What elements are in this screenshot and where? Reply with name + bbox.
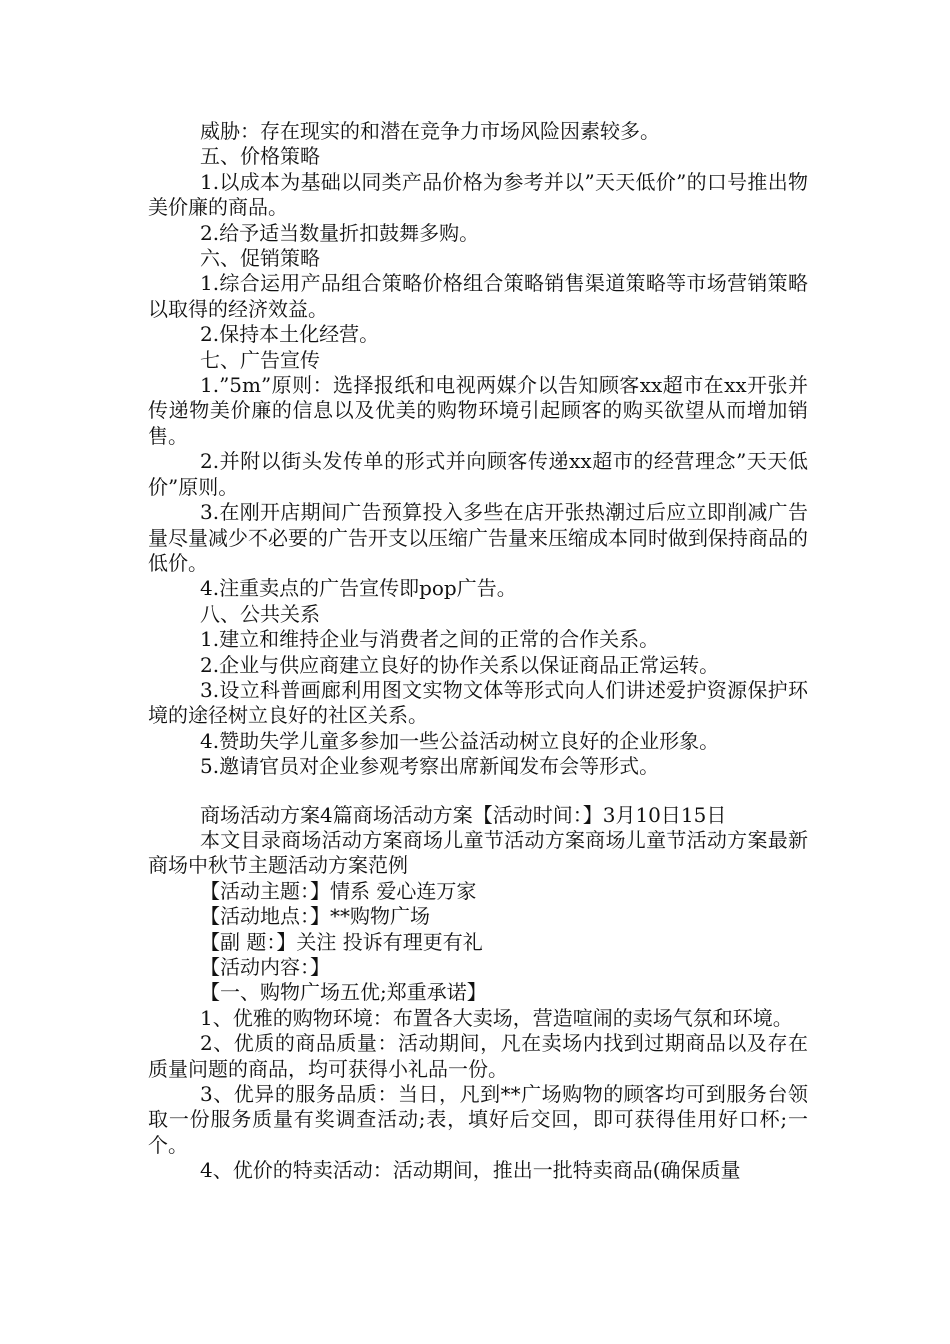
paragraph-activity-content: 【活动内容：】 bbox=[200, 955, 330, 979]
paragraph-advertising-3: 3.在刚开店期间广告预算投入多些在店开张热潮过后应立即削减广告量尽量减少不必要的广告开支以压缩广告量来压缩成本同时做到保持商品的低价。 bbox=[148, 500, 808, 575]
paragraph-activity-title: 商场活动方案4篇商场活动方案【活动时间：】3月10日15日 bbox=[200, 802, 727, 827]
paragraph-promotion-1: 1.综合运用产品组合策略价格组合策略销售渠道策略等市场营销策略以取得的经济效益。 bbox=[148, 271, 808, 321]
heading-pricing-strategy: 五、价格策略 bbox=[200, 144, 320, 169]
paragraph-pricing-2: 2.给予适当数量折扣鼓舞多购。 bbox=[200, 220, 480, 245]
paragraph-pricing-1: 1.以成本为基础以同类产品价格为参考并以”天天低价”的口号推出物美价廉的商品。 bbox=[148, 169, 808, 220]
heading-promotion-strategy: 六、促销策略 bbox=[200, 246, 320, 271]
paragraph-pr-5: 5.邀请官员对企业参观考察出席新闻发布会等形式。 bbox=[200, 754, 660, 779]
heading-public-relations: 八、公共关系 bbox=[200, 601, 320, 626]
heading-advertising: 七、广告宣传 bbox=[200, 347, 320, 372]
paragraph-pr-1: 1.建立和维持企业与消费者之间的正常的合作关系。 bbox=[200, 627, 660, 652]
paragraph-promotion-2: 2.保持本土化经营。 bbox=[200, 322, 380, 347]
paragraph-table-of-contents: 本文目录商场活动方案商场儿童节活动方案商场儿童节活动方案最新商场中秋节主题活动方案范例 bbox=[148, 827, 808, 878]
paragraph-subtitle: 【副 题：】关注 投诉有理更有礼 bbox=[200, 929, 483, 954]
paragraph-threats: 威胁：存在现实的和潜在竞争力市场风险因素较多。 bbox=[200, 119, 660, 143]
paragraph-excellence-4: 4、优价的特卖活动：活动期间，推出一批特卖商品(确保质量 bbox=[200, 1158, 741, 1183]
paragraph-pr-4: 4.赞助失学儿童多参加一些公益活动树立良好的企业形象。 bbox=[200, 728, 720, 753]
section-gap bbox=[148, 780, 808, 803]
paragraph-advertising-4: 4.注重卖点的广告宣传即pop广告。 bbox=[200, 576, 517, 601]
paragraph-activity-location: 【活动地点：】**购物广场 bbox=[200, 904, 430, 929]
document-section-mall-activity bbox=[148, 803, 808, 1184]
paragraph-advertising-1: 1.”5m”原则：选择报纸和电视两媒介以告知顾客xx超市在xx开张并传递物美价廉的信息以及优美的购物环境引起顾客的购买欲望从而增加销售。 bbox=[148, 373, 808, 448]
document-page bbox=[148, 119, 808, 1184]
paragraph-excellence-1: 1、优雅的购物环境：布置各大卖场，营造喧闹的卖场气氛和环境。 bbox=[200, 1005, 793, 1030]
paragraph-activity-theme: 【活动主题：】情系 爱心连万家 bbox=[200, 878, 477, 903]
heading-five-excellences: 【一、购物广场五优;郑重承诺】 bbox=[200, 980, 487, 1005]
paragraph-excellence-2: 2、优质的商品质量：活动期间，凡在卖场内找到过期商品以及存在质量问题的商品，均可获得小礼品一份。 bbox=[148, 1031, 808, 1081]
paragraph-excellence-3: 3、优异的服务品质：当日，凡到**广场购物的顾客均可到服务台领取一份服务质量有奖调查活动;表，填好后交回，即可获得佳用好口杯;一个。 bbox=[148, 1082, 808, 1157]
paragraph-pr-3: 3.设立科普画廊利用图文实物文体等形式向人们讲述爱护资源保护环境的途径树立良好的社区关系。 bbox=[148, 677, 808, 728]
document-section-marketing-plan bbox=[148, 119, 808, 780]
paragraph-pr-2: 2.企业与供应商建立良好的协作关系以保证商品正常运转。 bbox=[200, 652, 720, 677]
paragraph-advertising-2: 2.并附以街头发传单的形式并向顾客传递xx超市的经营理念”天天低价”原则。 bbox=[148, 449, 808, 499]
